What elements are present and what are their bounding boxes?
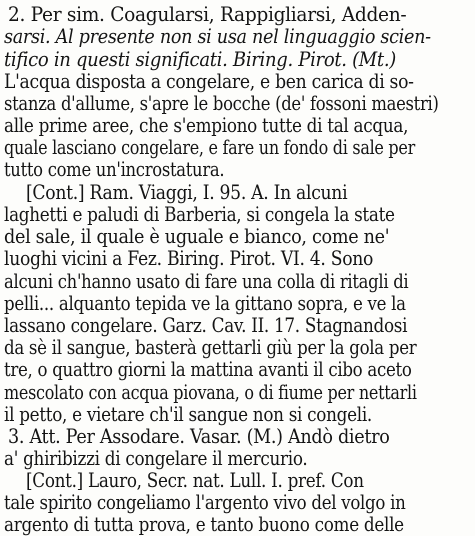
line-text: alcuni ch'hanno usato di fare una colla di ritagli di [4,270,409,293]
text-line [4,114,467,137]
text-line [4,314,467,337]
line-text: stanza d'allume, s'apre le bocche (de' fossoni maestri) [4,92,439,115]
line-text: sarsi. Al presente non si usa nel linguaggio scien- [4,25,431,48]
line-text: luoghi vicini a Fez. Biring. Pirot. VI. 4. Sono [4,247,374,270]
text-line [4,513,467,536]
text-line [26,469,467,492]
line-text: a' ghiribizzi di congelare il mercurio. [4,447,308,470]
text-line [4,70,467,93]
text-line [4,203,467,226]
text-line [4,358,467,381]
line-text: lassano congelare. Garz. Cav. II. 17. Stagnandosi [4,314,408,337]
line-text: tutto come un'incrostatura. [4,158,225,181]
line-text: alle prime aree, che s'empiono tutte di tal acqua, [4,114,409,137]
text-line [4,403,467,426]
text-line [4,225,467,248]
text-line [4,92,467,115]
text-line [8,3,467,26]
line-text: quale lasciano congelare, e fare un fondo di sale per [4,136,415,159]
line-text: da sè il sangue, basterà gettarli giù per la gola per [4,336,417,359]
text-line [4,158,467,181]
line-text: mescolato con acqua piovana, o di fiume per nettarli [4,381,417,404]
text-line [8,425,467,448]
line-text: del sale, il quale è uguale e bianco, come ne' [4,225,390,248]
text-line [4,447,467,470]
line-text: laghetti e paludi di Barberia, si congela la state [4,203,395,226]
text-line [4,270,467,293]
text-line [4,381,467,404]
line-text: 3. Att. Per Assodare. Vasar. (M.) Andò dietro [8,425,390,448]
line-text: tale spirito congeliamo l'argento vivo del volgo in [4,491,406,514]
line-text: il petto, e vietare ch'il sangue non si congeli. [4,403,372,426]
line-text: tifico in questi significati. Biring. Pirot. (Mt.) [4,48,396,71]
text-line [4,292,467,315]
text-line [4,136,467,159]
line-text: L'acqua disposta a congelare, e ben carica di so- [4,70,414,93]
text-line [4,491,467,514]
line-text: tre, o quattro giorni la mattina avanti il cibo aceto [4,358,412,381]
text-line [4,247,467,270]
text-line [26,181,467,204]
text-line [4,25,467,48]
line-text: [Cont.] Lauro, Secr. nat. Lull. I. pref. Con [26,469,364,492]
line-text: pelli... alquanto tepida ve la gittano sopra, e ve la [4,292,406,315]
line-text: 2. Per sim. Coagularsi, Rappigliarsi, Adden- [8,3,407,26]
text-line [4,48,467,71]
line-text: [Cont.] Ram. Viaggi, I. 95. A. In alcuni [26,181,348,204]
text-line [4,336,467,359]
line-text: argento di tutta prova, e tanto buono come delle [4,513,404,536]
